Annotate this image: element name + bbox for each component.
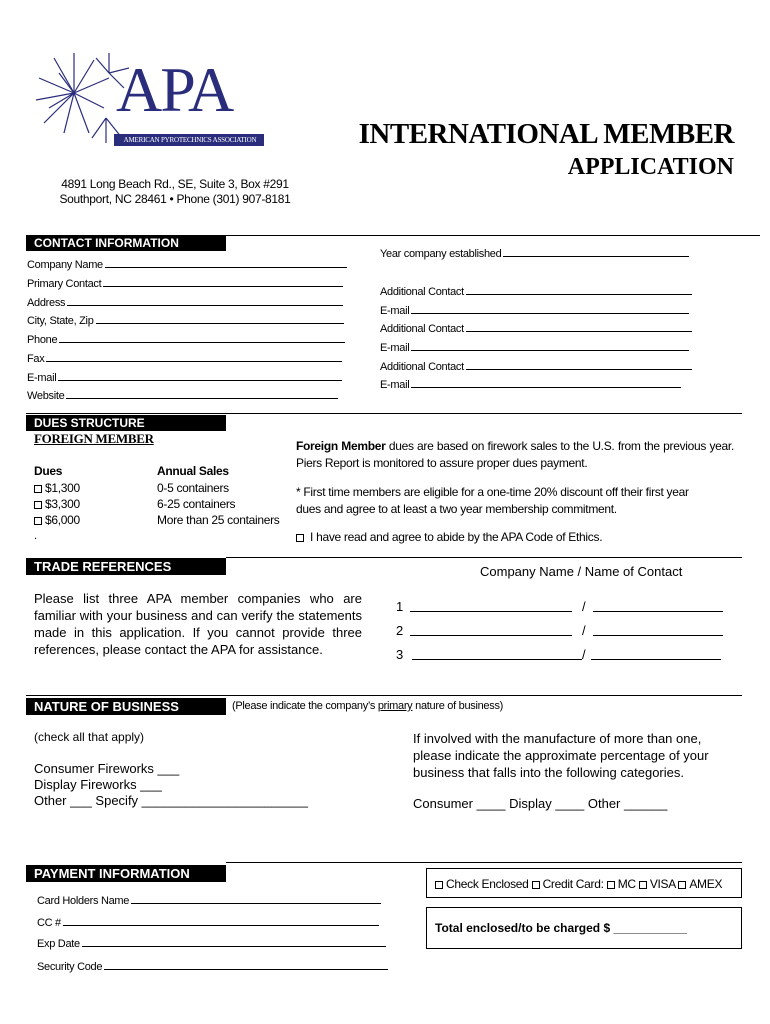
logo-letters: APA [116, 54, 233, 125]
additional-email-field[interactable]: E-mail [380, 341, 689, 354]
additional-email-field[interactable]: E-mail [380, 304, 689, 317]
foreign-member-subheader: FOREIGN MEMBER [34, 431, 154, 446]
dues-option[interactable]: $6,000 [34, 513, 80, 527]
dues-header: DUES STRUCTURE [26, 415, 226, 431]
website-field[interactable]: Website [27, 389, 338, 402]
additional-contact-field[interactable]: Additional Contact [380, 322, 692, 335]
phone-field[interactable]: Phone [27, 333, 345, 346]
dues-info-text: Foreign Member dues are based on firework sales to the U.S. from the previous year. Piers Report is monitored to assure proper dues payment. [296, 439, 734, 470]
year-established-field[interactable]: Year company established [380, 247, 689, 260]
nature-note: (Please indicate the company’s primary nature of business) [232, 700, 504, 712]
checkbox-icon[interactable] [435, 881, 443, 889]
ethics-agreement[interactable]: I have read and agree to abide by the APA Code of Ethics. [296, 530, 602, 544]
title-line2: APPLICATION [567, 154, 734, 180]
checkbox-icon[interactable] [607, 881, 615, 889]
checkbox-icon[interactable] [639, 881, 647, 889]
payment-header: PAYMENT INFORMATION [26, 865, 226, 882]
other-specify-option[interactable]: Other ___ Specify _______________________ [34, 793, 308, 808]
card-holder-name-field[interactable]: Card Holders Name [37, 894, 381, 907]
trade-col-title: Company Name / Name of Contact [480, 564, 683, 579]
check-enclosed-option[interactable]: Check Enclosed [435, 877, 529, 891]
primary-contact-field[interactable]: Primary Contact [27, 277, 343, 290]
total-box [426, 907, 742, 949]
additional-contact-field[interactable]: Additional Contact [380, 360, 692, 373]
apa-logo [34, 48, 266, 152]
manufacture-instructions: If involved with the manufacture of more than one, please indicate the approximate percentage of your business that falls into the following categories. [413, 731, 709, 780]
additional-contact-field[interactable]: Additional Contact [380, 285, 692, 298]
address-line1: 4891 Long Beach Rd., SE, Suite 3, Box #291 [61, 177, 289, 191]
company-name-field[interactable]: Company Name [27, 258, 347, 271]
check-all-note: (check all that apply) [34, 730, 145, 744]
title-line1: INTERNATIONAL MEMBER [358, 118, 734, 150]
discount-text: * First time members are eligible for a one-time 20% discount off their first year dues and agree to at least a two year membership commitment. [296, 485, 689, 516]
checkbox-icon[interactable] [296, 534, 304, 542]
address-field[interactable]: Address [27, 296, 343, 309]
display-fireworks-option[interactable]: Display Fireworks ___ [34, 777, 162, 792]
checkbox-icon[interactable] [532, 881, 540, 889]
logo-tagline: AMERICAN PYROTECHNICS ASSOCIATION [123, 136, 257, 144]
divider [226, 235, 760, 236]
security-code-field[interactable]: Security Code [37, 960, 388, 973]
nature-header: NATURE OF BUSINESS [26, 698, 226, 715]
sales-col-header: Annual Sales [157, 464, 229, 478]
checkbox-icon[interactable] [34, 485, 42, 493]
trade-instructions: Please list three APA member companies who are familiar with your business and can verify the statements made in this application. If you cannot provide three references, please contact the APA for assistance. [34, 591, 362, 657]
divider [26, 413, 742, 414]
stray-dot: . [34, 530, 37, 542]
cc-number-field[interactable]: CC # [37, 916, 379, 929]
payment-method-box [426, 868, 742, 898]
dues-option[interactable]: $3,300 [34, 497, 80, 511]
divider [226, 557, 742, 558]
checkbox-icon[interactable] [34, 517, 42, 525]
exp-date-field[interactable]: Exp Date [37, 937, 386, 950]
credit-card-option[interactable]: Credit Card: [532, 877, 604, 891]
reference-3[interactable]: 3 / [396, 646, 726, 663]
reference-1[interactable]: 1 / [396, 598, 726, 615]
divider [226, 862, 742, 863]
reference-2[interactable]: 2 / [396, 622, 726, 639]
dues-option[interactable]: $1,300 [34, 481, 80, 495]
contact-header: CONTACT INFORMATION [26, 235, 226, 251]
total-charged-field[interactable]: Total enclosed/to be charged $ ___________ [435, 921, 687, 935]
address-line2: Southport, NC 28461 • Phone (301) 907-8181 [59, 192, 291, 206]
consumer-fireworks-option[interactable]: Consumer Fireworks ___ [34, 761, 180, 776]
sales-range: More than 25 containers [157, 513, 280, 527]
percentage-fields[interactable]: Consumer ____ Display ____ Other ______ [413, 796, 668, 811]
email-field[interactable]: E-mail [27, 371, 342, 384]
visa-option[interactable]: VISA [639, 877, 675, 891]
divider [26, 695, 742, 696]
amex-option[interactable]: AMEX [678, 877, 722, 891]
additional-email-field[interactable]: E-mail [380, 378, 681, 391]
sales-range: 0-5 containers [157, 481, 229, 495]
checkbox-icon[interactable] [678, 881, 686, 889]
city-state-zip-field[interactable]: City, State, Zip [27, 314, 344, 327]
fax-field[interactable]: Fax [27, 352, 342, 365]
checkbox-icon[interactable] [34, 501, 42, 509]
sales-range: 6-25 containers [157, 497, 236, 511]
mc-option[interactable]: MC [607, 877, 636, 891]
trade-header: TRADE REFERENCES [26, 558, 226, 575]
dues-col-header: Dues [34, 464, 63, 478]
